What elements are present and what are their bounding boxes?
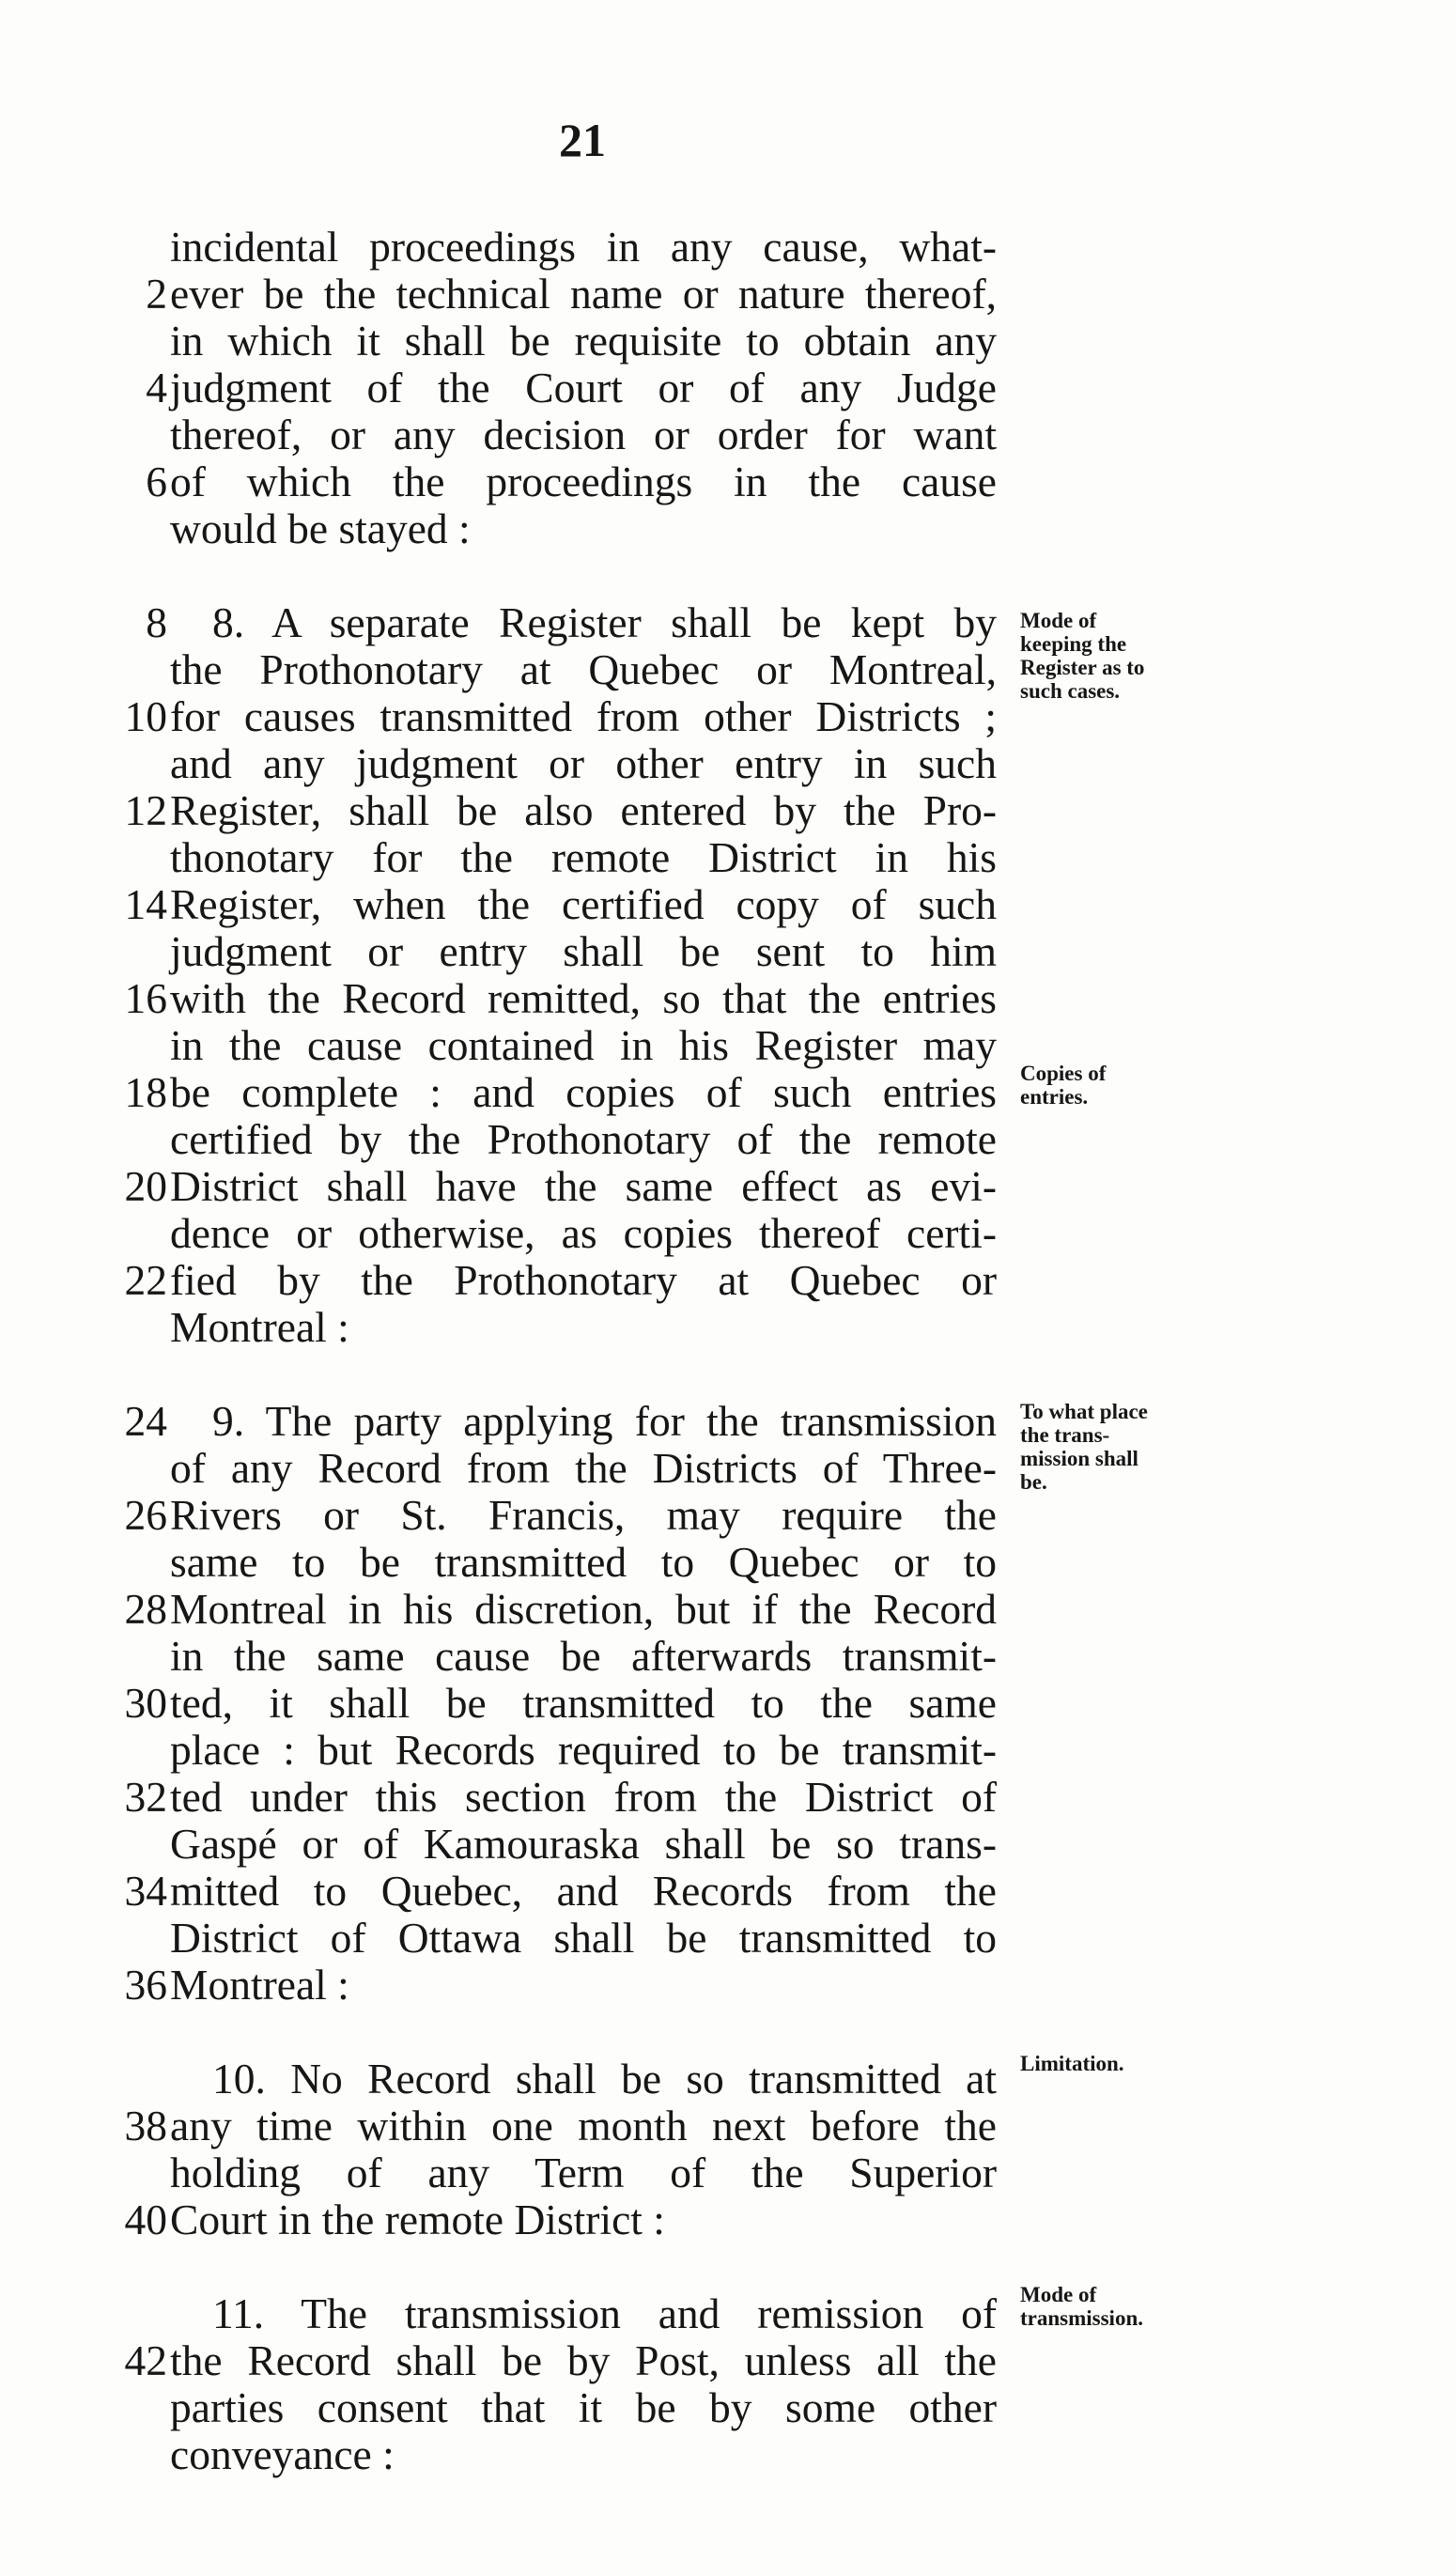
line-number: 24: [124, 1397, 167, 1445]
line-number: 18: [124, 1068, 167, 1116]
text-line: Montreal :: [170, 1961, 349, 2009]
line-number: 14: [124, 880, 167, 928]
text-line: the Prothonotary at Quebec or Montreal,: [170, 645, 997, 693]
margin-note: [1020, 609, 1208, 703]
text-line: Court in the remote District :: [170, 2196, 665, 2243]
text-line: Register, when the certified copy of such: [170, 880, 997, 928]
margin-note-line: be.: [1020, 1470, 1047, 1494]
text-line: with the Record remitted, so that the entries: [170, 974, 997, 1022]
text-line: ever be the technical name or nature thereof,: [170, 270, 997, 318]
text-line: fied by the Prothonotary at Quebec or: [170, 1256, 997, 1304]
margin-note-line: the trans-: [1020, 1423, 1110, 1447]
margin-note-line: such cases.: [1020, 679, 1121, 703]
text-line: incidental proceedings in any cause, what-: [170, 223, 997, 271]
line-number: 8: [146, 598, 167, 646]
text-line: of any Record from the Districts of Three-: [170, 1444, 997, 1492]
text-line: judgment of the Court or of any Judge: [170, 364, 997, 411]
margin-note-line: keeping the: [1020, 632, 1127, 656]
margin-note-line: transmission.: [1020, 2306, 1143, 2330]
margin-note-line: To what place: [1020, 1400, 1148, 1423]
line-number: 26: [124, 1491, 167, 1539]
text-line: and any judgment or other entry in such: [170, 739, 997, 787]
margin-note: [1020, 2283, 1208, 2330]
line-number: 34: [124, 1867, 167, 1915]
line-number: 32: [124, 1773, 167, 1821]
line-number: 20: [124, 1162, 167, 1210]
text-line: 8. A separate Register shall be kept by: [212, 598, 997, 646]
margin-note-line: Mode of: [1020, 2283, 1097, 2306]
text-line: parties consent that it be by some other: [170, 2383, 997, 2431]
text-line: in which it shall be requisite to obtain any: [170, 317, 997, 365]
text-line: judgment or entry shall be sent to him: [170, 927, 997, 975]
line-number: 10: [124, 692, 167, 740]
text-line: mitted to Quebec, and Records from the: [170, 1867, 997, 1915]
text-line: Montreal :: [170, 1303, 349, 1351]
text-line: of which the proceedings in the cause: [170, 458, 997, 505]
margin-note: [1020, 1400, 1208, 1494]
text-line: 11. The transmission and remission of: [212, 2289, 997, 2337]
text-line: in the same cause be afterwards transmit-: [170, 1632, 997, 1680]
text-line: the Record shall be by Post, unless all the: [170, 2336, 997, 2384]
page-number: 21: [559, 114, 606, 166]
margin-note-line: mission shall: [1020, 1447, 1138, 1470]
text-line: same to be transmitted to Quebec or to: [170, 1538, 997, 1586]
line-number: 30: [124, 1679, 167, 1727]
margin-note-line: Copies of: [1020, 1062, 1107, 1085]
text-line: 10. No Record shall be so transmitted at: [212, 2055, 997, 2103]
text-line: would be stayed :: [170, 504, 471, 552]
line-number: 28: [124, 1585, 167, 1633]
text-line: thereof, or any decision or order for want: [170, 411, 997, 458]
line-number: 40: [124, 2196, 167, 2243]
text-line: holding of any Term of the Superior: [170, 2149, 997, 2196]
text-line: for causes transmitted from other Districts ;: [170, 692, 997, 740]
line-number: 36: [124, 1961, 167, 2009]
text-line: Rivers or St. Francis, may require the: [170, 1491, 997, 1539]
line-number: 38: [124, 2102, 167, 2149]
text-line: District of Ottawa shall be transmitted to: [170, 1914, 997, 1962]
margin-note-line: Register as to: [1020, 656, 1145, 679]
text-line: ted, it shall be transmitted to the same: [170, 1679, 997, 1727]
text-line: ted under this section from the District of: [170, 1773, 997, 1821]
margin-note-line: entries.: [1020, 1085, 1089, 1109]
text-line: certified by the Prothonotary of the remote: [170, 1115, 997, 1163]
text-line: dence or otherwise, as copies thereof certi-: [170, 1209, 997, 1257]
line-number: 22: [124, 1256, 167, 1304]
line-number: 4: [146, 364, 167, 411]
text-line: District shall have the same effect as evi-: [170, 1162, 997, 1210]
text-line: thonotary for the remote District in his: [170, 833, 997, 881]
text-line: place : but Records required to be transmit-: [170, 1726, 997, 1774]
text-line: any time within one month next before the: [170, 2102, 997, 2149]
line-number: 6: [146, 458, 167, 505]
line-number: 12: [124, 786, 167, 834]
text-line: Montreal in his discretion, but if the Record: [170, 1585, 997, 1633]
line-number: 16: [124, 974, 167, 1022]
text-line: Register, shall be also entered by the Pro-: [170, 786, 997, 834]
text-line: be complete : and copies of such entries: [170, 1068, 997, 1116]
text-line: 9. The party applying for the transmission: [212, 1397, 997, 1445]
line-number: 42: [124, 2336, 167, 2384]
text-line: Gaspé or of Kamouraska shall be so trans-: [170, 1820, 997, 1868]
margin-note-line: Mode of: [1020, 609, 1097, 632]
margin-note: [1020, 2052, 1208, 2075]
text-line: in the cause contained in his Register may: [170, 1021, 997, 1069]
line-number: 2: [146, 270, 167, 318]
margin-note-line: Limitation.: [1020, 2052, 1124, 2075]
text-line: conveyance :: [170, 2430, 395, 2478]
margin-note: [1020, 1062, 1208, 1109]
